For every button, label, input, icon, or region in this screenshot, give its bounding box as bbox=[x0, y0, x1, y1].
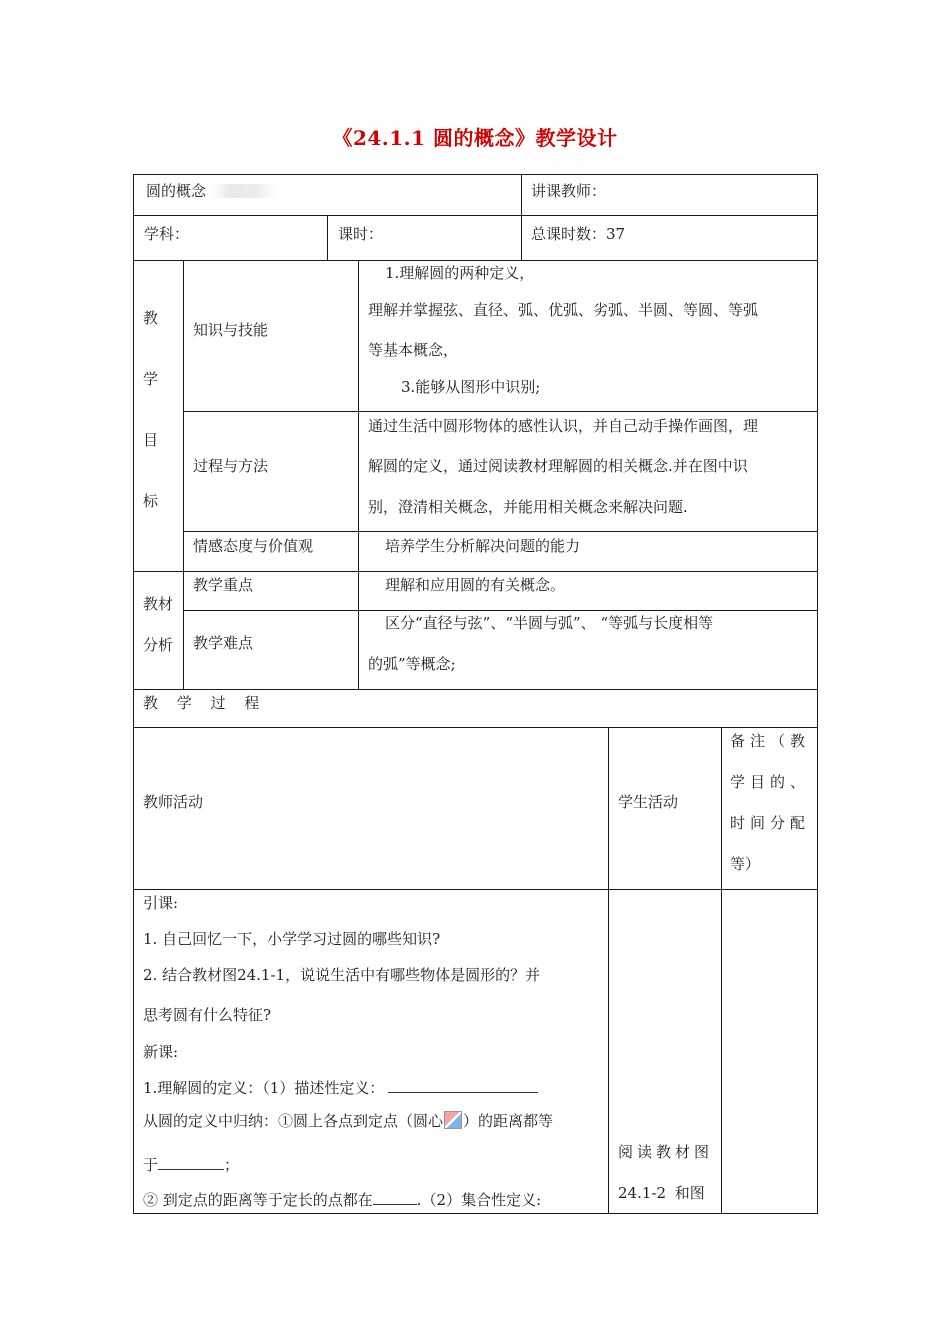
analysis-side-label: 教材 bbox=[143, 595, 174, 613]
scan-smudge bbox=[212, 184, 276, 198]
broken-image-icon bbox=[444, 1111, 462, 1129]
table-border bbox=[358, 260, 359, 690]
knowledge-line: 1.理解圆的两种定义， bbox=[385, 264, 535, 282]
table-border bbox=[133, 174, 134, 1214]
notes-header-line: 等） bbox=[730, 855, 761, 873]
process-line: 解圆的定义，通过阅读教材理解圆的相关概念.并在图中识 bbox=[368, 457, 748, 475]
new-lesson-label: 新课: bbox=[143, 1043, 179, 1061]
table-border bbox=[184, 610, 818, 611]
table-border bbox=[183, 260, 184, 690]
difficult-point-label: 教学难点 bbox=[193, 634, 254, 652]
table-border bbox=[133, 689, 818, 690]
topic-text: 圆的概念 bbox=[146, 182, 207, 200]
knowledge-line: 等基本概念， bbox=[368, 341, 459, 359]
definition-text: ； bbox=[224, 1156, 240, 1174]
period-label: 课时： bbox=[338, 225, 384, 243]
analysis-side-label: 分析 bbox=[143, 636, 174, 654]
process-label: 过程与方法 bbox=[193, 457, 269, 475]
table-border bbox=[133, 174, 818, 175]
intro-question: 思考圆有什么特征? bbox=[143, 1006, 272, 1024]
intro-question: 2. 结合教材图24.1-1，说说生活中有哪些物体是圆形的？并 bbox=[143, 966, 541, 984]
table-border bbox=[521, 174, 522, 261]
student-activity-header: 学生活动 bbox=[618, 793, 679, 811]
knowledge-line: 理解并掌握弦、直径、弧、优弧、劣弧、半圆、等圆、等弧 bbox=[368, 301, 759, 319]
student-activity-line: 24.1-2 和图 bbox=[618, 1184, 705, 1202]
process-heading: 教 学 过 程 bbox=[143, 694, 260, 712]
definition-line bbox=[143, 1111, 553, 1131]
notes-header-line: 备注（教 bbox=[730, 732, 811, 750]
table-border bbox=[133, 260, 818, 261]
table-border bbox=[608, 727, 609, 1214]
objectives-side-char: 目 bbox=[143, 431, 159, 449]
difficult-point-line: 区分“直径与弦”、“半圆与弧”、 “等弧与长度相等 bbox=[385, 614, 714, 632]
table-border bbox=[184, 531, 818, 532]
emotion-text: 培养学生分析解决问题的能力 bbox=[385, 537, 581, 555]
table-border bbox=[184, 411, 818, 412]
knowledge-line: 3.能够从图形中识别; bbox=[401, 378, 541, 396]
definition-text: 于 bbox=[143, 1156, 159, 1174]
process-line: 别，澄清相关概念，并能用相关概念来解决问题. bbox=[368, 498, 688, 516]
definition-line bbox=[143, 1155, 239, 1175]
definition-text: 从圆的定义中归纳：①圆上各点到定点（圆心 bbox=[143, 1112, 444, 1130]
subject-label: 学科： bbox=[144, 225, 190, 243]
table-border bbox=[133, 889, 818, 890]
objectives-side-char: 学 bbox=[143, 370, 159, 388]
teacher-label: 讲课教师： bbox=[531, 182, 607, 200]
table-border bbox=[133, 215, 818, 216]
definition-text: ）的距离都等 bbox=[463, 1112, 554, 1130]
intro-question: 1. 自己回忆一下，小学学习过圆的哪些知识? bbox=[143, 930, 441, 948]
definition-line bbox=[143, 1078, 538, 1098]
lesson-plan-table bbox=[133, 174, 818, 1214]
table-border bbox=[133, 571, 818, 572]
notes-header-line: 学目的、 bbox=[730, 773, 811, 791]
table-border bbox=[721, 727, 722, 1214]
fill-blank bbox=[388, 1078, 538, 1093]
table-border bbox=[133, 1213, 818, 1214]
definition-text: ② 到定点的距离等于定长的点都在 bbox=[143, 1191, 373, 1209]
process-line: 通过生活中圆形物体的感性认识，并自己动手操作画图，理 bbox=[368, 417, 759, 435]
table-border bbox=[133, 727, 818, 728]
definition-text: 1.理解圆的定义：（1）描述性定义： bbox=[143, 1079, 385, 1097]
fill-blank bbox=[158, 1155, 224, 1170]
document-title: 《24.1.1 圆的概念》教学设计 bbox=[332, 126, 618, 150]
knowledge-label: 知识与技能 bbox=[193, 321, 269, 339]
table-border bbox=[817, 174, 818, 1214]
table-border bbox=[327, 215, 328, 261]
student-activity-line: 阅读教材图 bbox=[618, 1143, 714, 1161]
definition-line bbox=[143, 1190, 541, 1210]
difficult-point-line: 的弧”等概念; bbox=[368, 655, 456, 673]
definition-text: .（2）集合性定义: bbox=[416, 1191, 542, 1209]
objectives-side-char: 教 bbox=[143, 309, 159, 327]
notes-header-line: 时间分配 bbox=[730, 814, 811, 832]
objectives-side-char: 标 bbox=[143, 492, 159, 510]
key-point-label: 教学重点 bbox=[193, 576, 254, 594]
intro-label: 引课: bbox=[143, 894, 179, 912]
fill-blank bbox=[373, 1190, 417, 1205]
emotion-label: 情感态度与价值观 bbox=[193, 537, 314, 555]
topic-cell bbox=[146, 181, 276, 201]
total-periods-label: 总课时数：37 bbox=[531, 225, 626, 243]
teacher-activity-header: 教师活动 bbox=[143, 793, 204, 811]
key-point-text: 理解和应用圆的有关概念。 bbox=[385, 576, 566, 594]
